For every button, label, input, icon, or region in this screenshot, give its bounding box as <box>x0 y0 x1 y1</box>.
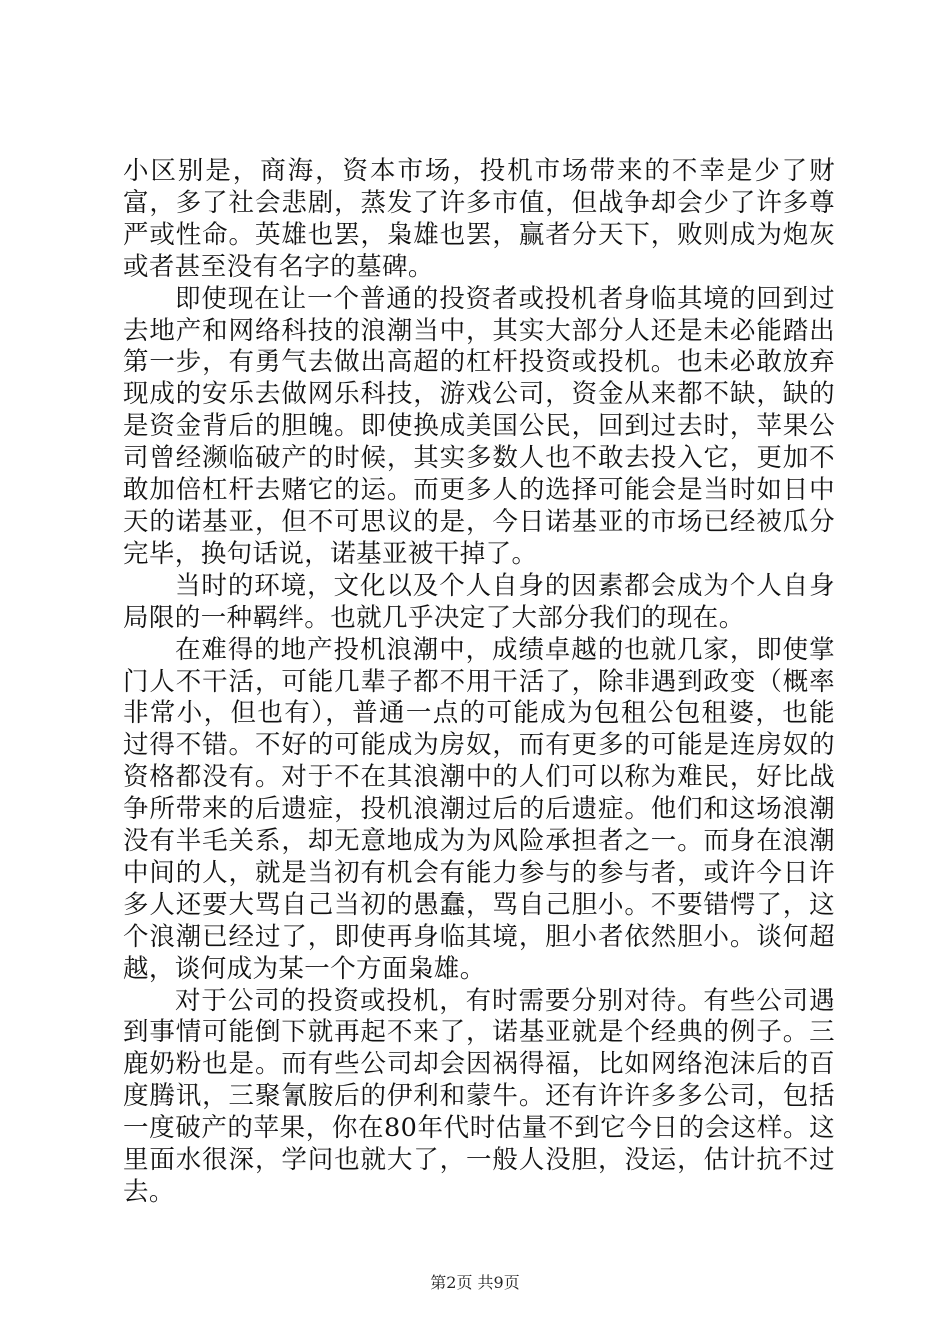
paragraph: 即使现在让一个普通的投资者或投机者身临其境的回到过去地产和网络科技的浪潮当中，其实大部分人还是未必能踏出第一步，有勇气去做出高超的杠杆投资或投机。也未必敢放弃现成的安乐去做网乐科技，游戏公司，资金从来都不缺，缺的是资金背后的胆魄。即使换成美国公民，回到过去时，苹果公司曾经濒临破产的时候，其实多数人也不敢去投入它，更加不敢加倍杠杆去赌它的运。而更多人的选择可能会是当时如日中天的诺基亚，但不可思议的是，今日诺基亚的市场已经被瓜分完毕，换句话说，诺基亚被干掉了。 <box>123 283 835 569</box>
page-number-footer: 第2页 共9页 <box>430 1273 520 1292</box>
document-body <box>123 156 835 1209</box>
paragraph: 在难得的地产投机浪潮中，成绩卓越的也就几家，即使掌门人不干活，可能几辈子都不用干活了，除非遇到政变（概率非常小，但也有），普通一点的可能成为包租公包租婆，也能过得不错。不好的可能成为房奴，而有更多的可能是连房奴的资格都没有。对于不在其浪潮中的人们可以称为难民，好比战争所带来的后遗症，投机浪潮过后的后遗症。他们和这场浪潮没有半毛关系，却无意地成为为风险承担者之一。而身在浪潮中间的人，就是当初有机会有能力参与的参与者，或许今日许多人还要大骂自己当初的愚蠢，骂自己胆小。不要错愕了，这个浪潮已经过了，即使再身临其境，胆小者依然胆小。谈何超越，谈何成为某一个方面枭雄。 <box>123 634 835 984</box>
paragraph: 对于公司的投资或投机，有时需要分别对待。有些公司遇到事情可能倒下就再起不来了，诺基亚就是个经典的例子。三鹿奶粉也是。而有些公司却会因祸得福，比如网络泡沫后的百度腾讯，三聚氰胺后的伊利和蒙牛。还有许许多多公司，包括一度破产的苹果，你在80年代时估量不到它今日的会这样。这里面水很深，学问也就大了，一般人没胆，没运，估计抗不过去。 <box>123 985 835 1207</box>
paragraph: 当时的环境，文化以及个人自身的因素都会成为个人自身局限的一种羁绊。也就几乎决定了大部分我们的现在。 <box>123 570 835 633</box>
paragraph-continued: 小区别是，商海，资本市场，投机市场带来的不幸是少了财富，多了社会悲剧，蒸发了许多市值，但战争却会少了许多尊严或性命。英雄也罢，枭雄也罢，赢者分天下，败则成为炮灰或者甚至没有名字的墓碑。 <box>123 156 835 282</box>
